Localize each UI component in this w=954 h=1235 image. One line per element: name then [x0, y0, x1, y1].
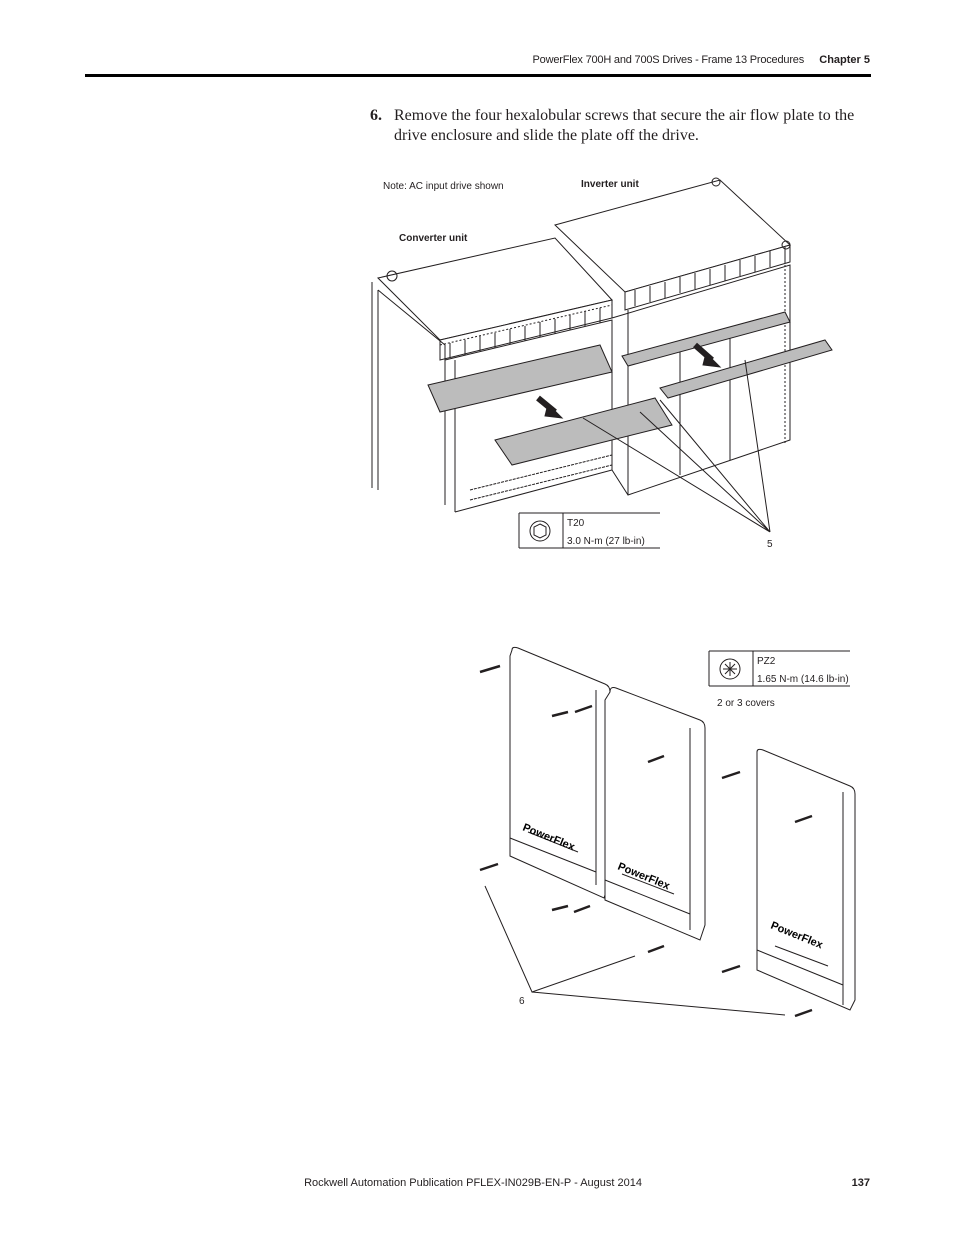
callout-6: 6 [519, 996, 525, 1007]
step-text: Remove the four hexalobular screws that secure the air flow plate to the drive enclosure and slide the plate off the drive. [394, 107, 855, 144]
converter-unit-label: Converter unit [399, 233, 468, 244]
step-number: 6. [370, 107, 382, 124]
pozidriv-torque-label: 1.65 N-m (14.6 lb-in) [757, 674, 849, 685]
cover-brand-3: PowerFlex [768, 919, 825, 952]
cover-brand-1: PowerFlex [520, 821, 577, 854]
covers-note: 2 or 3 covers [717, 698, 775, 709]
torx-tool-label: T20 [567, 518, 585, 529]
running-header-chapter: Chapter 5 [819, 54, 870, 66]
footer-publication: Rockwell Automation Publication PFLEX-IN029B-EN-P - August 2014 [304, 1177, 642, 1189]
cover-brand-2: PowerFlex [615, 860, 672, 893]
inverter-unit-label: Inverter unit [581, 179, 639, 190]
torx-torque-label: 3.0 N-m (27 lb-in) [567, 536, 645, 547]
callout-5: 5 [767, 539, 773, 550]
page-number: 137 [851, 1177, 870, 1189]
pozidriv-tool-label: PZ2 [757, 656, 776, 667]
figure-note: Note: AC input drive shown [383, 181, 504, 192]
running-header-title: PowerFlex 700H and 700S Drives - Frame 13 Procedures [532, 54, 804, 66]
